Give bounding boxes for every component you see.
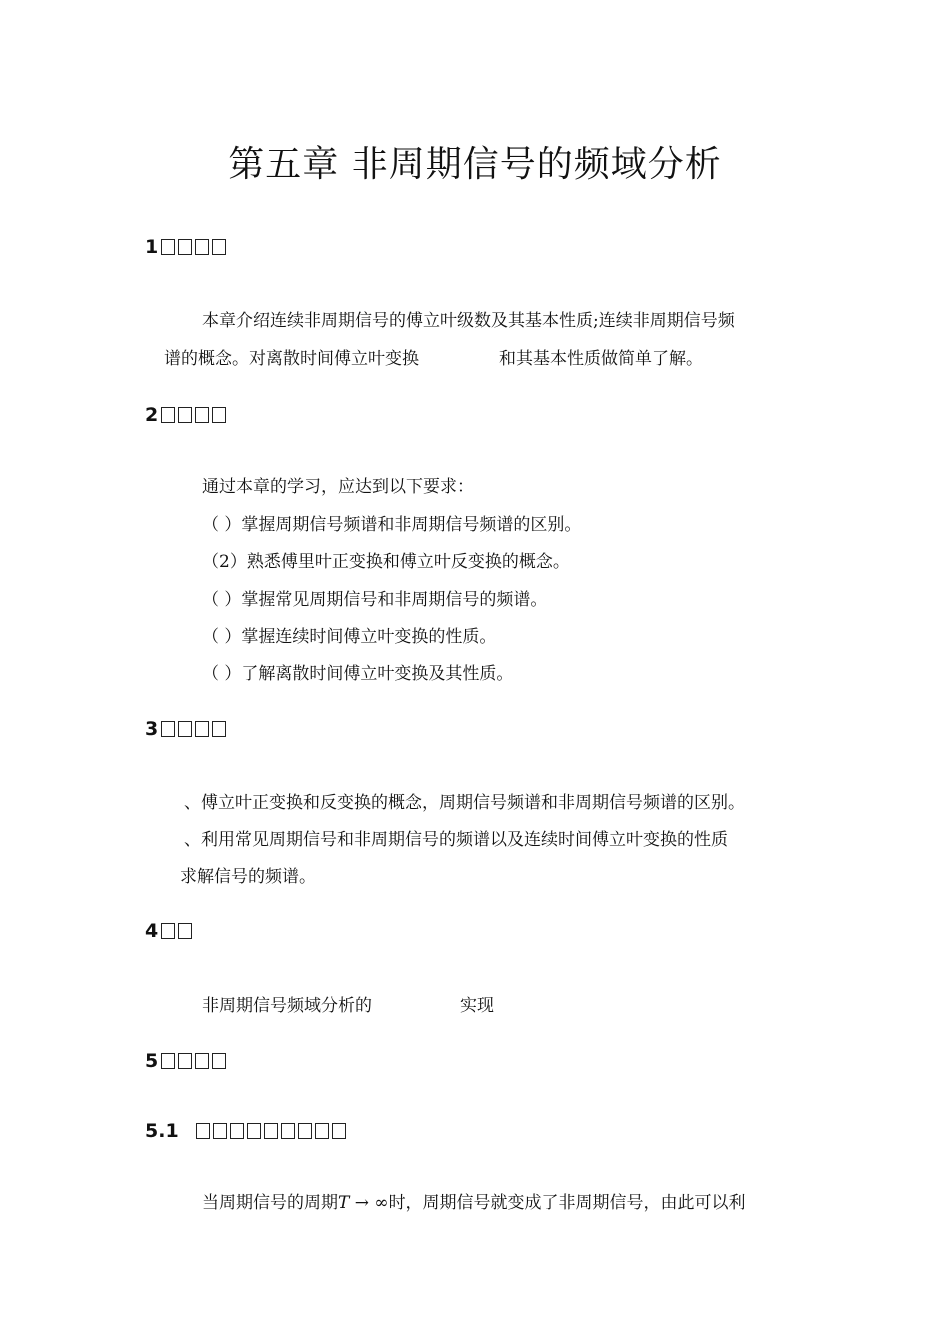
math-expression: T → ∞ [338, 1193, 389, 1213]
paragraph-line: 谱的概念。对离散时间傅立叶变换 [164, 349, 419, 369]
section-number: 1 [145, 236, 159, 258]
section-heading-1 [145, 236, 226, 258]
section-number: 5 [145, 1050, 159, 1072]
subsection-number: 5.1 [145, 1120, 179, 1142]
missing-glyph-boxes [193, 1120, 346, 1142]
paragraph-line: 实现 [460, 996, 494, 1016]
missing-glyph-boxes [158, 404, 226, 426]
paragraph-line: 本章介绍连续非周期信号的傅立叶级数及其基本性质;连续非周期信号频 [202, 311, 735, 331]
section-heading-2 [145, 404, 226, 426]
text-segment: 当周期信号的周期 [202, 1193, 338, 1213]
missing-glyph-boxes [158, 920, 192, 942]
page-title: 第五章 非周期信号的频域分析 [228, 144, 722, 185]
list-item: （ ）掌握连续时间傅立叶变换的性质。 [202, 627, 497, 647]
text-segment: 时，周期信号就变成了非周期信号，由此可以利 [388, 1193, 746, 1213]
section-number: 4 [145, 920, 159, 942]
list-item: （ ）掌握周期信号频谱和非周期信号频谱的区别。 [202, 515, 582, 535]
missing-glyph-boxes [158, 236, 226, 258]
section-number: 2 [145, 404, 159, 426]
paragraph-line: 求解信号的频谱。 [180, 867, 316, 887]
intro-line: 通过本章的学习，应达到以下要求： [202, 477, 474, 497]
paragraph-line [202, 1188, 746, 1213]
missing-glyph-boxes [158, 718, 226, 740]
section-heading-5 [145, 1050, 226, 1072]
list-item: （ ）了解离散时间傅立叶变换及其性质。 [202, 664, 514, 684]
paragraph-line: 、傅立叶正变换和反变换的概念，周期信号频谱和非周期信号频谱的区别。 [184, 793, 745, 813]
list-item: （2）熟悉傅里叶正变换和傅立叶反变换的概念。 [202, 552, 570, 572]
list-item: （ ）掌握常见周期信号和非周期信号的频谱。 [202, 590, 548, 610]
section-heading-3 [145, 718, 226, 740]
section-heading-4 [145, 920, 192, 942]
paragraph-line: 非周期信号频域分析的 [202, 996, 372, 1016]
section-number: 3 [145, 718, 159, 740]
missing-glyph-boxes [158, 1050, 226, 1072]
paragraph-line: 和其基本性质做简单了解。 [499, 349, 703, 369]
subsection-heading [145, 1120, 346, 1142]
paragraph-line: 、利用常见周期信号和非周期信号的频谱以及连续时间傅立叶变换的性质 [184, 830, 728, 850]
